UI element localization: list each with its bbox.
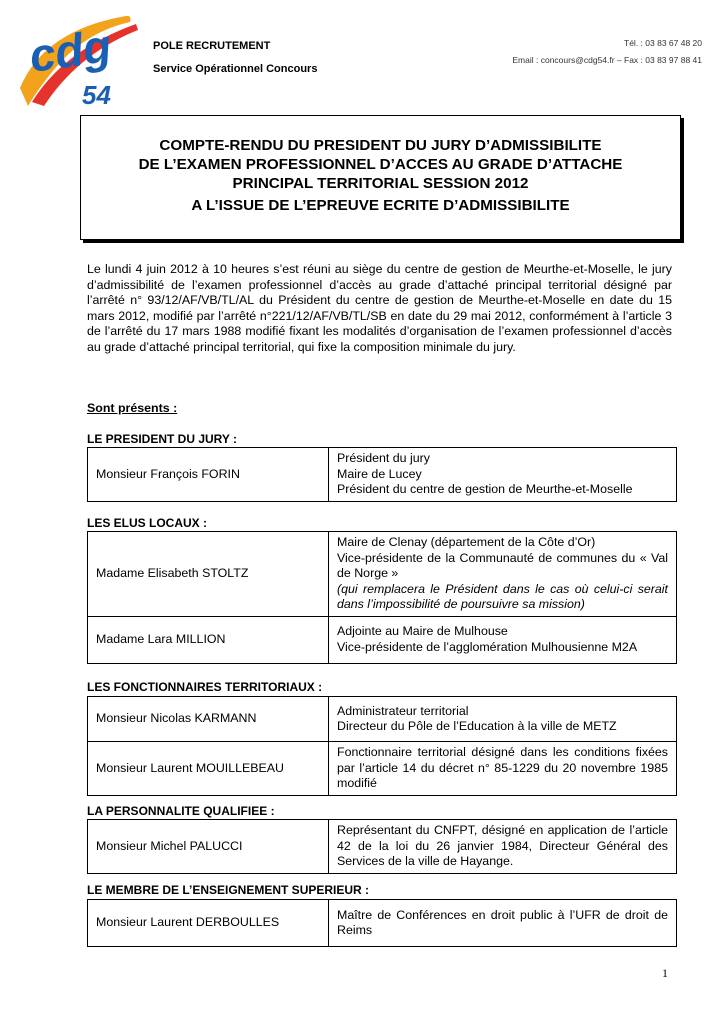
section-title-president: LE PRESIDENT DU JURY :: [87, 432, 238, 446]
table-row: [88, 900, 677, 947]
document-title-box: [80, 115, 681, 240]
email-label: Email : concours@cdg54.fr – Fax : 03 83 97 88 41: [512, 55, 702, 65]
title-line-2: DE L’EXAMEN PROFESSIONNEL D’ACCES AU GRADE D’ATTACHE: [138, 156, 623, 173]
title-line-3: PRINCIPAL TERRITORIAL SESSION 2012: [232, 175, 529, 192]
member-name: Madame Elisabeth STOLTZ: [88, 532, 329, 617]
member-name: Monsieur François FORIN: [88, 448, 329, 502]
member-role: [329, 448, 677, 502]
member-name: Monsieur Laurent MOUILLEBEAU: [88, 742, 329, 796]
section-title-elus: LES ELUS LOCAUX :: [87, 516, 208, 530]
page-number: 1: [662, 966, 668, 980]
header-contact-block: [512, 38, 702, 65]
president-table: [87, 447, 677, 502]
fonctionnaires-table: [87, 696, 677, 796]
table-row: [88, 697, 677, 742]
personnalite-table: [87, 819, 677, 874]
member-role: Fonctionnaire territorial désigné dans les conditions fixées par l’article 14 du décret n° 85-1229 du 20 novembre 1985 modifié: [329, 742, 677, 796]
intro-paragraph: Le lundi 4 juin 2012 à 10 heures s’est réuni au siège du centre de gestion de Meurthe-et-Moselle, le jury d’admissibilité de l’examen professionnel d’accès au grade d’attaché principal territorial désigné par l’arrêté n° 93/12/AF/VB/TL/AL du Président du centre de gestion de Meurthe-et-Moselle en date du 15 mars 2012, modifié par l’arrêté n°221/12/AF/VB/TL/SB en date du 29 mai 2012, conformément à l’article 3 de l’arrêté du 17 mars 1988 modifié fixant les modalités d’organisation de l’examen professionnel d’accès au grade d’attaché principal territorial, qui fixe la composition minimale du jury.: [87, 262, 672, 354]
cdg54-logo: [14, 10, 144, 110]
role-line: Président du jury: [337, 451, 430, 465]
table-row: [88, 532, 677, 617]
section-title-enseignement: LE MEMBRE DE L’ENSEIGNEMENT SUPERIEUR :: [87, 883, 370, 897]
section-title-personnalite: LA PERSONNALITE QUALIFIEE :: [87, 804, 275, 818]
pole-label: POLE RECRUTEMENT: [153, 40, 271, 52]
enseignement-table: [87, 899, 677, 947]
member-role: [329, 616, 677, 663]
title-line-1: COMPTE-RENDU DU PRESIDENT DU JURY D’ADMISSIBILITE: [159, 137, 602, 154]
role-line: Administrateur territorial: [337, 703, 469, 718]
table-row: [88, 448, 677, 502]
title-line-4: A L’ISSUE DE L’EPREUVE ECRITE D’ADMISSIBILITE: [191, 197, 570, 214]
member-role: Représentant du CNFPT, désigné en application de l’article 42 de la loi du 26 janvier 1984, Directeur Général des Services de la ville de Hayange.: [329, 820, 677, 874]
table-row: [88, 742, 677, 796]
role-line: Directeur du Pôle de l’Education à la ville de METZ: [337, 719, 617, 733]
service-label: Service Opérationnel Concours: [153, 63, 318, 75]
role-line: Président du centre de gestion de Meurthe-et-Moselle: [337, 482, 633, 496]
role-line: Maire de Clenay (département de la Côte d’Or): [337, 535, 596, 549]
role-line: Vice-présidente de la Communauté de communes du « Val de Norge »: [337, 550, 668, 580]
member-name: Madame Lara MILLION: [88, 616, 329, 663]
table-row: [88, 820, 677, 874]
section-title-fonctionnaires: LES FONCTIONNAIRES TERRITORIAUX :: [87, 680, 323, 694]
header-service-block: [153, 40, 317, 75]
present-heading: Sont présents :: [87, 401, 178, 415]
member-name: Monsieur Laurent DERBOULLES: [88, 900, 329, 947]
member-role: Maître de Conférences en droit public à l’UFR de droit de Reims: [329, 900, 677, 947]
role-line: Maire de Lucey: [337, 466, 422, 481]
member-role: [329, 532, 677, 617]
member-name: Monsieur Nicolas KARMANN: [88, 697, 329, 742]
tel-label: Tél. : 03 83 67 48 20: [624, 38, 702, 48]
role-line: Vice-présidente de l’agglomération Mulhousienne M2A: [337, 639, 638, 654]
member-name: Monsieur Michel PALUCCI: [88, 820, 329, 874]
role-line: Adjointe au Maire de Mulhouse: [337, 624, 508, 638]
role-line: (qui remplacera le Président dans le cas où celui-ci serait dans l’impossibilité de poursuivre sa mission): [337, 581, 668, 611]
table-row: [88, 616, 677, 663]
elus-table: [87, 531, 677, 664]
svg-text:cdg: cdg: [26, 19, 115, 82]
member-role: [329, 697, 677, 742]
svg-text:54: 54: [82, 80, 111, 110]
